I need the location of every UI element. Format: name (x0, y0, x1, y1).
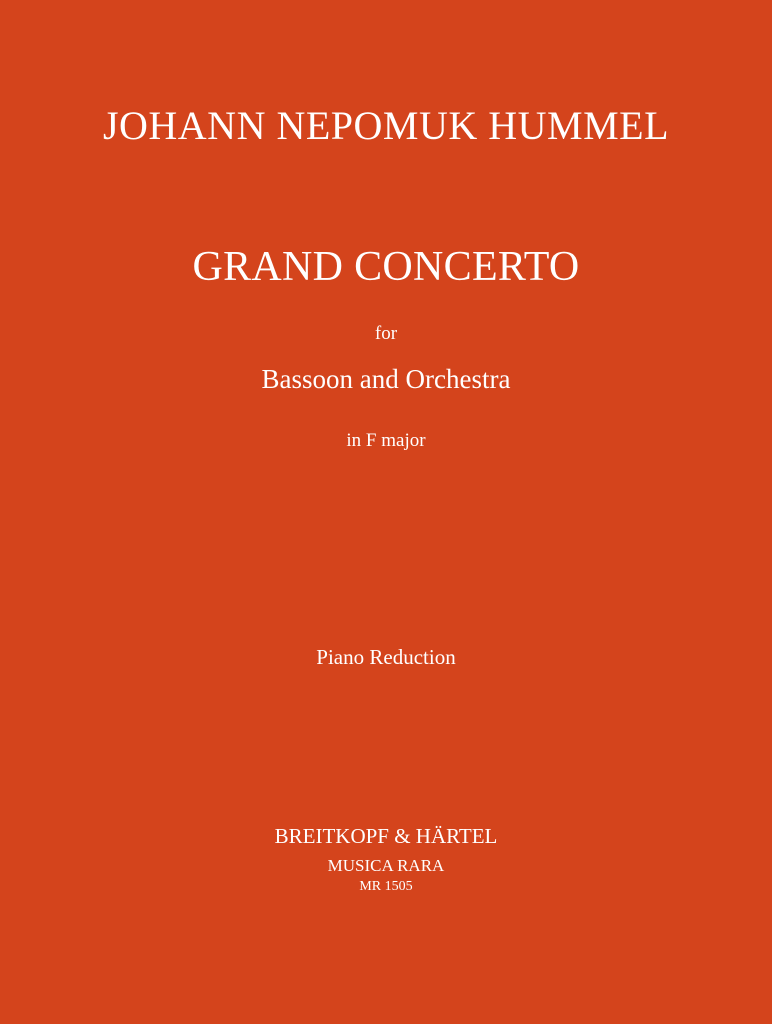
for-text: for (374, 323, 398, 344)
work-title: GRAND CONCERTO (192, 244, 580, 290)
composer-name: JOHANN NEPOMUK HUMMEL (102, 103, 670, 148)
publisher-name: BREITKOPF & HÄRTEL (274, 824, 498, 848)
catalog-number: MR 1505 (359, 879, 413, 894)
edition-type: Piano Reduction (316, 645, 456, 669)
key-signature: in F major (346, 430, 426, 451)
instrumentation: Bassoon and Orchestra (261, 364, 511, 394)
imprint-name: MUSICA RARA (327, 856, 445, 875)
